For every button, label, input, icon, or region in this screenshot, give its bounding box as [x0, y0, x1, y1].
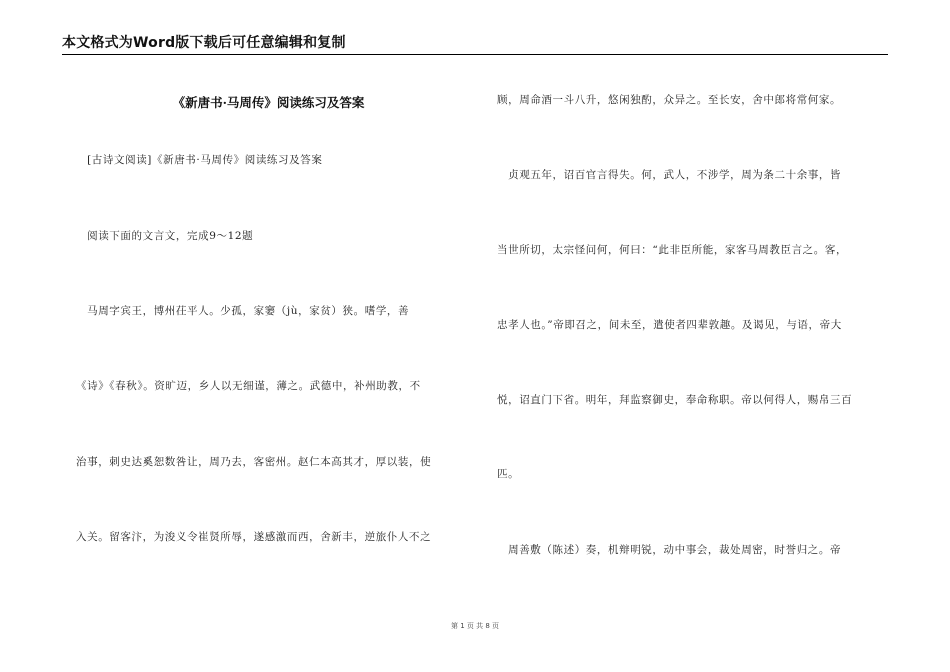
body-line: 顾，周命酒一斗八升，悠闲独酌，众异之。至长安，舍中郎将常何家。 — [497, 94, 842, 106]
document-header: 本文格式为Word版下载后可任意编辑和复制 — [62, 35, 346, 51]
header-divider — [62, 54, 888, 55]
body-line: 当世所切，太宗怪问何，何曰：“此非臣所能，家客马周教臣言之。客， — [497, 244, 848, 256]
body-line: 入关。留客汴，为浚义令崔贤所辱，遂感激而西，舍新丰，逆旅仆人不之 — [76, 531, 432, 543]
body-line: 治事，刺史达奚恕数咎让，周乃去，客密州。赵仁本高其才，厚以装，使 — [76, 456, 432, 468]
body-line: [古诗文阅读]《新唐书·马周传》阅读练习及答案 — [76, 154, 323, 166]
page-number: 第 1 页 共 8 页 — [450, 622, 500, 630]
body-line: 阅读下面的文言文，完成9～12题 — [76, 230, 254, 242]
body-line: 贞观五年，诏百官言得失。何，武人，不涉学，周为条二十余事，皆 — [497, 169, 842, 181]
body-line: 悦，诏直门下省。明年，拜监察御史，奉命称职。帝以何得人，赐帛三百 — [497, 394, 853, 406]
body-line: 《诗》《春秋》。资旷迈，乡人以无细谨，薄之。武德中，补州助教，不 — [76, 380, 421, 392]
body-line: 周善敷（陈述）奏，机辩明锐，动中事会，裁处周密，时誉归之。帝 — [497, 544, 842, 556]
body-line: 匹。 — [497, 468, 520, 480]
body-line: 忠孝人也。”帝即召之，间未至，遣使者四辈敦趣。及谒见，与语，帝大 — [497, 319, 842, 331]
body-line: 马周字宾王，博州茌平人。少孤，家窭（jù，家贫）狭。嗜学，善 — [76, 305, 410, 317]
document-title: 《新唐书·马周传》阅读练习及答案 — [172, 95, 365, 110]
